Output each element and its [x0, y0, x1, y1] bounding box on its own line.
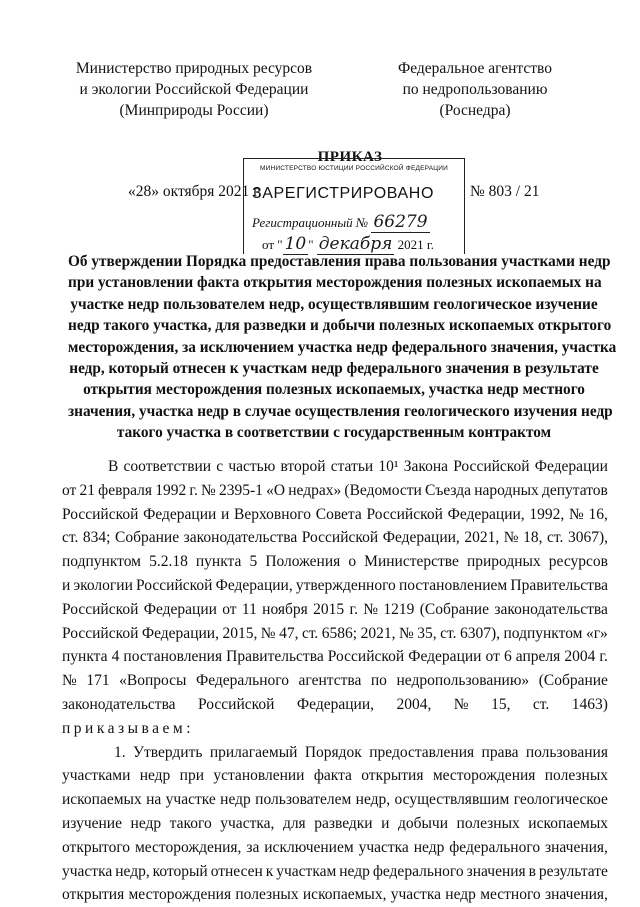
body-word: соответствии [123, 458, 212, 475]
body-word: и [62, 576, 71, 594]
body-word: федерального [372, 862, 464, 880]
title-line: месторождения, за исключением участка недр федерального значения, участка [68, 338, 617, 356]
title-line: участке недр пользователем недр, осуществлявшим геологическое изучение [70, 295, 598, 313]
body-word: 2395-1 [219, 481, 263, 499]
body-word: открытого [62, 838, 131, 856]
body-word: № [453, 695, 469, 713]
body-word: от [222, 600, 237, 618]
body-word: недропользованию» [396, 672, 530, 690]
ministry-header [64, 58, 324, 121]
body-word: к [265, 862, 274, 880]
body-word: 4 [111, 648, 120, 666]
body-word: 1992, [529, 505, 565, 523]
body-word: № [503, 529, 519, 547]
body-word: ископаемых [528, 814, 608, 832]
stamp-date: от " 10 " декабря 2021 г. [262, 234, 435, 254]
body-word: 1219 [383, 600, 415, 618]
body-word: Собрание [115, 529, 180, 547]
body-word: ст. [532, 695, 550, 713]
body-line [62, 598, 608, 622]
body-word: Российской [198, 695, 275, 713]
body-word: геологическое [513, 791, 608, 809]
body-word: прилагаемый [209, 743, 298, 761]
body-word: недр [220, 791, 251, 809]
body-word: по [370, 672, 387, 690]
body-word: пункта [62, 648, 108, 666]
body-word: при [179, 767, 204, 785]
body-word: 1992 [155, 481, 187, 499]
body-word: № [62, 672, 77, 690]
body-word: № [260, 624, 276, 642]
body-word: № [201, 481, 216, 499]
body-word: Российской [453, 458, 530, 475]
body-line [62, 669, 608, 693]
body-word: утвержденного [295, 576, 396, 594]
body-word: 2015 [313, 600, 345, 618]
body-word: ст. [62, 529, 79, 547]
body-line [62, 503, 608, 527]
body-word: г. [189, 481, 198, 499]
ministry-line-1: Министерство природных ресурсов [75, 60, 313, 77]
body-word: недр [130, 814, 162, 832]
body-word: постановления [123, 648, 223, 666]
body-word: Федерации, [141, 624, 219, 642]
body-word: факта [313, 767, 352, 785]
body-word: 35, [417, 624, 437, 642]
body-line [62, 764, 608, 788]
body-word: за [246, 838, 260, 856]
body-word: значения, [544, 838, 608, 856]
body-word: депутатов [541, 481, 608, 499]
body-word: для [282, 814, 306, 832]
body-word: Верховного [234, 505, 312, 523]
body-word: 11 [241, 600, 257, 618]
body-line-decree: приказываем: [62, 719, 195, 737]
body-word: 15, [491, 695, 511, 713]
body-word: ископаемых, [302, 886, 387, 904]
body-word: ст. [301, 624, 319, 642]
body-word: полезных [456, 814, 520, 832]
body-word: 21 [79, 481, 95, 499]
body-word: Федерации [143, 600, 217, 618]
body-word: частью [228, 458, 276, 475]
title-line: значения, участка недр в случае осуществления геологического изучения недр [68, 402, 613, 420]
agency-line-1: Федеральное агентство [397, 60, 553, 77]
body-word: Совета [315, 505, 362, 523]
body-word: Российской [62, 624, 139, 642]
body-word: 6586; [321, 624, 358, 642]
title-line: недр, который отнесен к участкам недр федерального значения в результате [69, 360, 599, 378]
agency-header [370, 58, 580, 121]
body-word: Российской [62, 600, 139, 618]
body-word: открытия [62, 886, 125, 904]
body-word: участка [62, 862, 113, 880]
body-word: открытия [361, 767, 424, 785]
title-line: открытия месторождения полезных ископаемых, участка недр местного [83, 381, 585, 399]
body-word: участкам [276, 862, 337, 880]
stamp-date-day: 10 [284, 234, 307, 254]
body-word: и [221, 505, 230, 523]
body-word: законодательства [183, 529, 298, 547]
body-word: значения, [544, 886, 608, 904]
body-line [62, 788, 608, 812]
stamp-regnum-label: Регистрационный № [252, 215, 369, 230]
agency-line-2: по недропользованию [402, 81, 548, 98]
body-word: пользователем [255, 791, 352, 809]
body-word: 2021, [464, 529, 500, 547]
body-word: с [216, 458, 224, 475]
body-line [62, 883, 608, 907]
body-word: установлении [213, 767, 305, 785]
body-word: Федерального [195, 672, 289, 690]
body-word: 1. [114, 743, 126, 761]
stamp-ministry: МИНИСТЕРСТВО ЮСТИЦИИ РОССИЙСКОЙ ФЕДЕРАЦИИ [259, 165, 449, 172]
registration-stamp [243, 158, 465, 254]
order-date: «28» октября 2021 г. [128, 183, 262, 200]
stamp-date-month: декабря [318, 234, 393, 254]
body-word: законодательства [62, 695, 176, 713]
body-word: местного [480, 886, 541, 904]
body-word: экологии [73, 576, 133, 594]
body-word: недр, [355, 791, 391, 809]
body-word: такого [169, 814, 212, 832]
body-line [62, 550, 608, 574]
body-word: Российской [136, 576, 213, 594]
body-word: февраля [98, 481, 153, 499]
body-line [62, 860, 608, 884]
body-word: 2004 [564, 648, 596, 666]
stamp-regnum-value: 66279 [373, 212, 428, 232]
body-word: пользования [525, 743, 608, 761]
body-word: 6307), [459, 624, 500, 642]
body-word: участками [62, 767, 131, 785]
body-line [62, 479, 608, 503]
agency-line-3: (Роснедра) [439, 102, 511, 119]
body-word: участке [165, 791, 216, 809]
body-word: «О [266, 481, 286, 499]
body-word: Российской [327, 648, 405, 666]
body-word: статьи [330, 458, 374, 475]
body-word: ст. [547, 529, 564, 547]
body-word: исключением [264, 838, 354, 856]
body-word: Федерации, [382, 529, 460, 547]
body-line [62, 741, 608, 765]
body-word: и [381, 814, 390, 832]
body-word: постановлением [399, 576, 508, 594]
body-word: законодательства [494, 600, 608, 618]
body-word: 10¹ [378, 458, 399, 475]
body-word: месторождения [432, 767, 536, 785]
body-line [62, 693, 608, 717]
body-line [62, 836, 608, 860]
body-word: природных [466, 553, 541, 571]
body-word: Правительства [510, 576, 608, 594]
body-word: 2004, [396, 695, 432, 713]
body-word: подпунктом [62, 553, 141, 571]
body-word: № [569, 505, 584, 523]
body-word: недр [413, 838, 445, 856]
body-word: агентства [298, 672, 362, 690]
body-word: 3067), [567, 529, 608, 547]
stamp-date-year: 2021 г. [397, 237, 435, 252]
body-word: Федерации [143, 505, 217, 523]
body-word: Порядок [304, 743, 362, 761]
body-word: участка [358, 838, 409, 856]
body-word: ресурсов [548, 553, 608, 571]
body-word: месторождения [128, 886, 232, 904]
ministry-line-3: (Минприроды России) [119, 102, 269, 119]
title-line: Об утверждении Порядка предоставления права пользования участками недр [68, 253, 611, 270]
title-line: такого участка в соответствии с государственным контрактом [116, 424, 552, 442]
body-word: о [348, 553, 357, 571]
body-word: федерального [449, 838, 541, 856]
body-word: предоставления [369, 743, 475, 761]
body-word: Правительства [226, 648, 324, 666]
body-line [62, 455, 608, 479]
body-word: 1463) [571, 695, 608, 713]
body-word: «г» [585, 624, 608, 642]
body-word: осуществлявшим [394, 791, 510, 809]
body-word: полезных [544, 767, 608, 785]
stamp-registered: ЗАРЕГИСТРИРОВАНО [252, 185, 434, 202]
body-word: апреля [515, 648, 561, 666]
body-word: недр [339, 862, 370, 880]
body-word: г. [599, 648, 608, 666]
body-word: права [481, 743, 519, 761]
body-word: на [146, 791, 162, 809]
body-word: ископаемых [62, 791, 142, 809]
body-line [62, 812, 608, 836]
body-word: участка, [220, 814, 275, 832]
body-line [62, 645, 608, 669]
body-word: Российской [366, 505, 443, 523]
body-word: пункта [195, 553, 242, 571]
body-word: участка [390, 886, 442, 904]
body-line [62, 526, 608, 550]
body-word: 47, [279, 624, 299, 642]
document-title [68, 251, 617, 444]
body-word: недр, [115, 862, 150, 880]
body-word: (Собрание [538, 672, 608, 690]
stamp-registration-number [252, 212, 430, 232]
body-word: Федерации, [447, 505, 525, 523]
body-word: Федерации, [215, 576, 293, 594]
body-word: изучение [62, 814, 122, 832]
body-word: 834; [82, 529, 111, 547]
body-word: полезных [235, 886, 299, 904]
title-line: при установлении факта открытия месторождения полезных ископаемых на [68, 274, 602, 292]
body-word: 18, [523, 529, 543, 547]
body-word: Федерации, [296, 695, 374, 713]
body-word: 6 [503, 648, 512, 666]
body-word: разведки [314, 814, 373, 832]
document-body [62, 455, 608, 907]
body-word: № [398, 624, 414, 642]
body-word: добычи [397, 814, 448, 832]
body-word: результате [538, 862, 608, 880]
body-word: № [363, 600, 379, 618]
body-word: месторождения, [134, 838, 242, 856]
body-word: (Собрание [419, 600, 489, 618]
body-word: 5 [249, 553, 258, 571]
body-word: 16, [588, 505, 608, 523]
body-word: «Вопросы [119, 672, 187, 690]
body-word: который [152, 862, 208, 880]
body-word: Утвердить [133, 743, 203, 761]
body-line [62, 574, 608, 598]
body-word: недр [139, 767, 171, 785]
body-word: недр [445, 886, 476, 904]
body-word: 2021, [360, 624, 396, 642]
body-word: подпунктом [503, 624, 583, 642]
body-word: значения [466, 862, 526, 880]
body-word: г. [349, 600, 358, 618]
body-word: Положения [265, 553, 341, 571]
body-word: Российской [62, 505, 139, 523]
order-number: № 803 / 21 [470, 183, 540, 200]
body-word: В [108, 458, 119, 475]
body-word: отнесен [210, 862, 263, 880]
body-word: в [528, 862, 536, 880]
body-word: Федерации [408, 648, 482, 666]
body-word: Российской [301, 529, 379, 547]
body-word: ноября [262, 600, 308, 618]
body-word: от [62, 481, 77, 499]
stamp-date-prefix: от [262, 237, 275, 252]
ministry-line-2: и экологии Российской Федерации [79, 81, 309, 98]
body-line [62, 622, 608, 646]
body-word: недрах» [288, 481, 342, 499]
body-word: Министерстве [364, 553, 459, 571]
body-word: 5.2.18 [149, 553, 188, 571]
body-word: от [485, 648, 500, 666]
body-word: 2015, [222, 624, 258, 642]
title-line: недр такого участка, для разведки и добычи полезных ископаемых открытого [68, 317, 612, 335]
body-word: Съезда [425, 481, 472, 499]
order-title: ПРИКАЗ [317, 149, 383, 165]
body-word: Федерации [534, 458, 608, 475]
body-word: ст. [440, 624, 457, 642]
body-word: второй [280, 458, 326, 475]
body-word: народных [474, 481, 539, 499]
body-word: (Ведомости [344, 481, 422, 499]
body-word: Закона [403, 458, 449, 475]
body-word: 171 [86, 672, 110, 690]
